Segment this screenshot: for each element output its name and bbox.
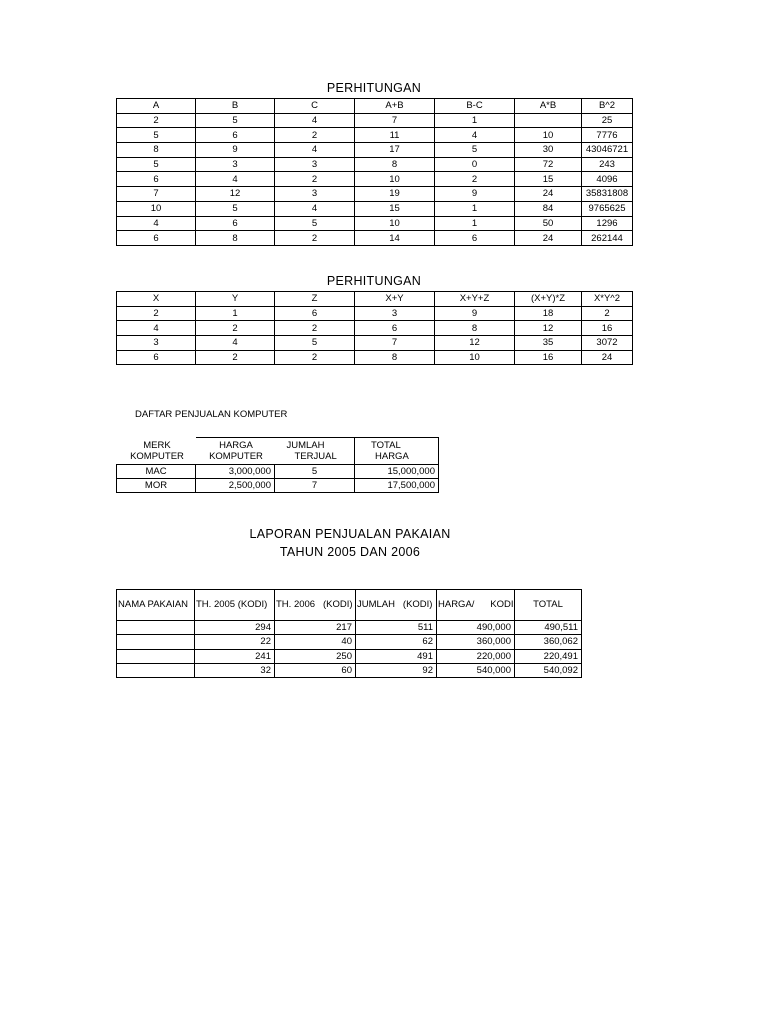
header-cell: A+B bbox=[355, 99, 435, 114]
header-cell: B bbox=[196, 99, 275, 114]
table-cell: 22 bbox=[195, 635, 275, 649]
table-cell: 30 bbox=[515, 143, 582, 158]
table-cell bbox=[117, 635, 195, 649]
table-cell: 250 bbox=[275, 649, 356, 663]
perhitungan-2-table bbox=[116, 291, 633, 365]
laporan-pakaian-title-line-2: TAHUN 2005 DAN 2006 bbox=[279, 545, 421, 559]
table-cell: 8 bbox=[435, 321, 515, 336]
table-cell: 1 bbox=[435, 201, 515, 216]
table-row bbox=[117, 113, 633, 128]
table-cell: 2 bbox=[275, 350, 355, 365]
header-cell: X*Y^2 bbox=[582, 292, 633, 307]
table-cell: 84 bbox=[515, 201, 582, 216]
header-cell: (X+Y)*Z bbox=[515, 292, 582, 307]
table-cell bbox=[515, 113, 582, 128]
table-cell: 294 bbox=[195, 621, 275, 635]
table-cell: 10 bbox=[355, 216, 435, 231]
table-cell: 3 bbox=[275, 187, 355, 202]
table-cell: 4 bbox=[196, 336, 275, 351]
table-cell: 4 bbox=[435, 128, 515, 143]
table-cell: 72 bbox=[515, 157, 582, 172]
table-cell: 92 bbox=[356, 663, 437, 677]
table-cell: 7 bbox=[275, 479, 355, 493]
table-cell: 4 bbox=[275, 201, 355, 216]
table-cell: 10 bbox=[515, 128, 582, 143]
table-row bbox=[117, 321, 633, 336]
table-cell: 2 bbox=[582, 306, 633, 321]
perhitungan-1-table bbox=[116, 98, 633, 246]
table-cell: 4 bbox=[117, 321, 196, 336]
table-cell: 5 bbox=[196, 113, 275, 128]
table-cell: 7 bbox=[355, 336, 435, 351]
table-cell: 8 bbox=[355, 157, 435, 172]
table-cell: 540,000 bbox=[437, 663, 515, 677]
table-cell: 3 bbox=[117, 336, 196, 351]
table-cell: 217 bbox=[275, 621, 356, 635]
table-cell: 50 bbox=[515, 216, 582, 231]
table-cell: 25 bbox=[582, 113, 633, 128]
table-cell: 360,000 bbox=[437, 635, 515, 649]
table-cell: 2,500,000 bbox=[196, 479, 275, 493]
table-cell: 7 bbox=[355, 113, 435, 128]
table-cell: 15 bbox=[515, 172, 582, 187]
table-cell bbox=[117, 663, 195, 677]
table-cell: 4 bbox=[196, 172, 275, 187]
table-row bbox=[117, 635, 582, 649]
table-cell: 40 bbox=[275, 635, 356, 649]
table-row bbox=[117, 216, 633, 231]
header-line: TERJUAL bbox=[294, 451, 337, 462]
table-cell: 12 bbox=[435, 336, 515, 351]
table-cell: 35831808 bbox=[582, 187, 633, 202]
table-row bbox=[117, 187, 633, 202]
table-cell: 2 bbox=[275, 231, 355, 246]
table-cell: 9 bbox=[196, 143, 275, 158]
header-cell bbox=[196, 438, 275, 465]
header-cell bbox=[275, 438, 355, 465]
table-cell: 6 bbox=[275, 306, 355, 321]
table-row bbox=[117, 201, 633, 216]
table-cell: 1 bbox=[196, 306, 275, 321]
header-cell: NAMA PAKAIAN bbox=[117, 590, 195, 621]
table-cell: 360,062 bbox=[515, 635, 582, 649]
table-cell: 19 bbox=[355, 187, 435, 202]
header-cell: Y bbox=[196, 292, 275, 307]
table-row bbox=[117, 336, 633, 351]
table-cell: 511 bbox=[356, 621, 437, 635]
table-row bbox=[117, 143, 633, 158]
table-cell: 60 bbox=[275, 663, 356, 677]
header-cell: X bbox=[117, 292, 196, 307]
table-cell bbox=[117, 649, 195, 663]
header-cell: C bbox=[275, 99, 355, 114]
header-cell: HARGA/ KODI bbox=[437, 590, 515, 621]
table-cell: 6 bbox=[117, 350, 196, 365]
table-cell: MOR bbox=[117, 479, 196, 493]
table-cell: 1 bbox=[435, 113, 515, 128]
table-row bbox=[117, 128, 633, 143]
table-cell: 262144 bbox=[582, 231, 633, 246]
table-cell: 5 bbox=[435, 143, 515, 158]
laporan-pakaian-table bbox=[116, 589, 582, 678]
table-cell: 540,092 bbox=[515, 663, 582, 677]
table-cell: 2 bbox=[117, 113, 196, 128]
table-header-row bbox=[117, 590, 582, 621]
table-cell: 24 bbox=[515, 187, 582, 202]
table-row bbox=[117, 350, 633, 365]
table-cell: 24 bbox=[582, 350, 633, 365]
header-cell bbox=[117, 438, 196, 465]
table-cell: 8 bbox=[355, 350, 435, 365]
table-cell: 490,000 bbox=[437, 621, 515, 635]
header-cell: X+Y+Z bbox=[435, 292, 515, 307]
table-cell: 2 bbox=[275, 128, 355, 143]
table-cell: 241 bbox=[195, 649, 275, 663]
penjualan-komputer-title: DAFTAR PENJUALAN KOMPUTER bbox=[135, 409, 288, 420]
table-row bbox=[117, 621, 582, 635]
table-cell: 8 bbox=[196, 231, 275, 246]
header-cell: Z bbox=[275, 292, 355, 307]
header-cell: TH. 2006 (KODI) bbox=[275, 590, 356, 621]
table-cell: 1 bbox=[435, 216, 515, 231]
table-cell: 5 bbox=[275, 336, 355, 351]
table-cell: 0 bbox=[435, 157, 515, 172]
table-cell: 243 bbox=[582, 157, 633, 172]
table-cell: 7776 bbox=[582, 128, 633, 143]
table-cell: 220,491 bbox=[515, 649, 582, 663]
table-cell: 4096 bbox=[582, 172, 633, 187]
header-line: HARGA bbox=[375, 451, 409, 462]
header-line: JUMLAH bbox=[286, 440, 325, 451]
table-cell: 6 bbox=[196, 216, 275, 231]
table-cell: 12 bbox=[196, 187, 275, 202]
table-cell: 4 bbox=[117, 216, 196, 231]
table-cell: 3 bbox=[196, 157, 275, 172]
header-line: MERK bbox=[143, 439, 171, 451]
table-cell: 6 bbox=[435, 231, 515, 246]
table-cell: 62 bbox=[356, 635, 437, 649]
table-cell: 5 bbox=[275, 465, 355, 479]
table-row bbox=[117, 479, 439, 493]
table-cell: 3 bbox=[275, 157, 355, 172]
table-cell: 5 bbox=[196, 201, 275, 216]
table-cell: 220,000 bbox=[437, 649, 515, 663]
table-row bbox=[117, 172, 633, 187]
header-cell: TOTAL bbox=[515, 590, 582, 621]
table-row bbox=[117, 157, 633, 172]
header-line: TOTAL bbox=[371, 440, 401, 451]
header-cell: B^2 bbox=[582, 99, 633, 114]
table-cell: 9765625 bbox=[582, 201, 633, 216]
table-cell: 16 bbox=[582, 321, 633, 336]
table-cell: 10 bbox=[435, 350, 515, 365]
table-header-row bbox=[117, 292, 633, 307]
header-line: HARGA bbox=[219, 440, 253, 451]
table-row bbox=[117, 649, 582, 663]
table-row bbox=[117, 465, 439, 479]
table-cell: 4 bbox=[275, 143, 355, 158]
table-cell: 2 bbox=[435, 172, 515, 187]
table-header-row bbox=[117, 99, 633, 114]
table-row bbox=[117, 663, 582, 677]
table-cell: 10 bbox=[117, 201, 196, 216]
table-cell: 2 bbox=[117, 306, 196, 321]
table-cell: 6 bbox=[117, 172, 196, 187]
table-cell: 1296 bbox=[582, 216, 633, 231]
table-cell: 5 bbox=[275, 216, 355, 231]
table-cell: 6 bbox=[355, 321, 435, 336]
table-cell: 2 bbox=[196, 321, 275, 336]
laporan-pakaian-title-line-1: LAPORAN PENJUALAN PAKAIAN bbox=[249, 527, 451, 541]
table-row bbox=[117, 306, 633, 321]
table-cell: 2 bbox=[275, 321, 355, 336]
header-line: KOMPUTER bbox=[209, 451, 263, 462]
table-cell: 16 bbox=[515, 350, 582, 365]
table-row bbox=[117, 231, 633, 246]
table-header-row bbox=[117, 438, 439, 465]
table-cell: 24 bbox=[515, 231, 582, 246]
table-cell: 4 bbox=[275, 113, 355, 128]
penjualan-komputer-table bbox=[116, 437, 439, 493]
table-cell: 3 bbox=[355, 306, 435, 321]
table-cell: 18 bbox=[515, 306, 582, 321]
header-cell bbox=[355, 438, 439, 465]
table-cell: 491 bbox=[356, 649, 437, 663]
table-cell: MAC bbox=[117, 465, 196, 479]
table-cell: 6 bbox=[117, 231, 196, 246]
header-cell: JUMLAH (KODI) bbox=[356, 590, 437, 621]
table-cell: 2 bbox=[275, 172, 355, 187]
table-cell: 5 bbox=[117, 157, 196, 172]
header-cell: B-C bbox=[435, 99, 515, 114]
table-cell: 12 bbox=[515, 321, 582, 336]
table-cell: 5 bbox=[117, 128, 196, 143]
table-cell: 7 bbox=[117, 187, 196, 202]
header-cell: A bbox=[117, 99, 196, 114]
table-cell: 3072 bbox=[582, 336, 633, 351]
table-cell: 490,511 bbox=[515, 621, 582, 635]
table-cell: 15,000,000 bbox=[355, 465, 439, 479]
header-cell: A*B bbox=[515, 99, 582, 114]
table-cell: 8 bbox=[117, 143, 196, 158]
table-cell: 35 bbox=[515, 336, 582, 351]
table-cell: 6 bbox=[196, 128, 275, 143]
perhitungan-1-title: PERHITUNGAN bbox=[326, 81, 422, 95]
table-cell: 17 bbox=[355, 143, 435, 158]
perhitungan-2-title: PERHITUNGAN bbox=[326, 274, 422, 288]
table-cell: 17,500,000 bbox=[355, 479, 439, 493]
header-line: KOMPUTER bbox=[130, 450, 184, 462]
table-cell: 9 bbox=[435, 306, 515, 321]
header-cell: X+Y bbox=[355, 292, 435, 307]
table-cell: 2 bbox=[196, 350, 275, 365]
table-cell: 9 bbox=[435, 187, 515, 202]
table-cell: 43046721 bbox=[582, 143, 633, 158]
table-cell bbox=[117, 621, 195, 635]
table-cell: 15 bbox=[355, 201, 435, 216]
table-cell: 3,000,000 bbox=[196, 465, 275, 479]
header-cell: TH. 2005 (KODI) bbox=[195, 590, 275, 621]
table-cell: 10 bbox=[355, 172, 435, 187]
table-cell: 32 bbox=[195, 663, 275, 677]
table-cell: 11 bbox=[355, 128, 435, 143]
table-cell: 14 bbox=[355, 231, 435, 246]
